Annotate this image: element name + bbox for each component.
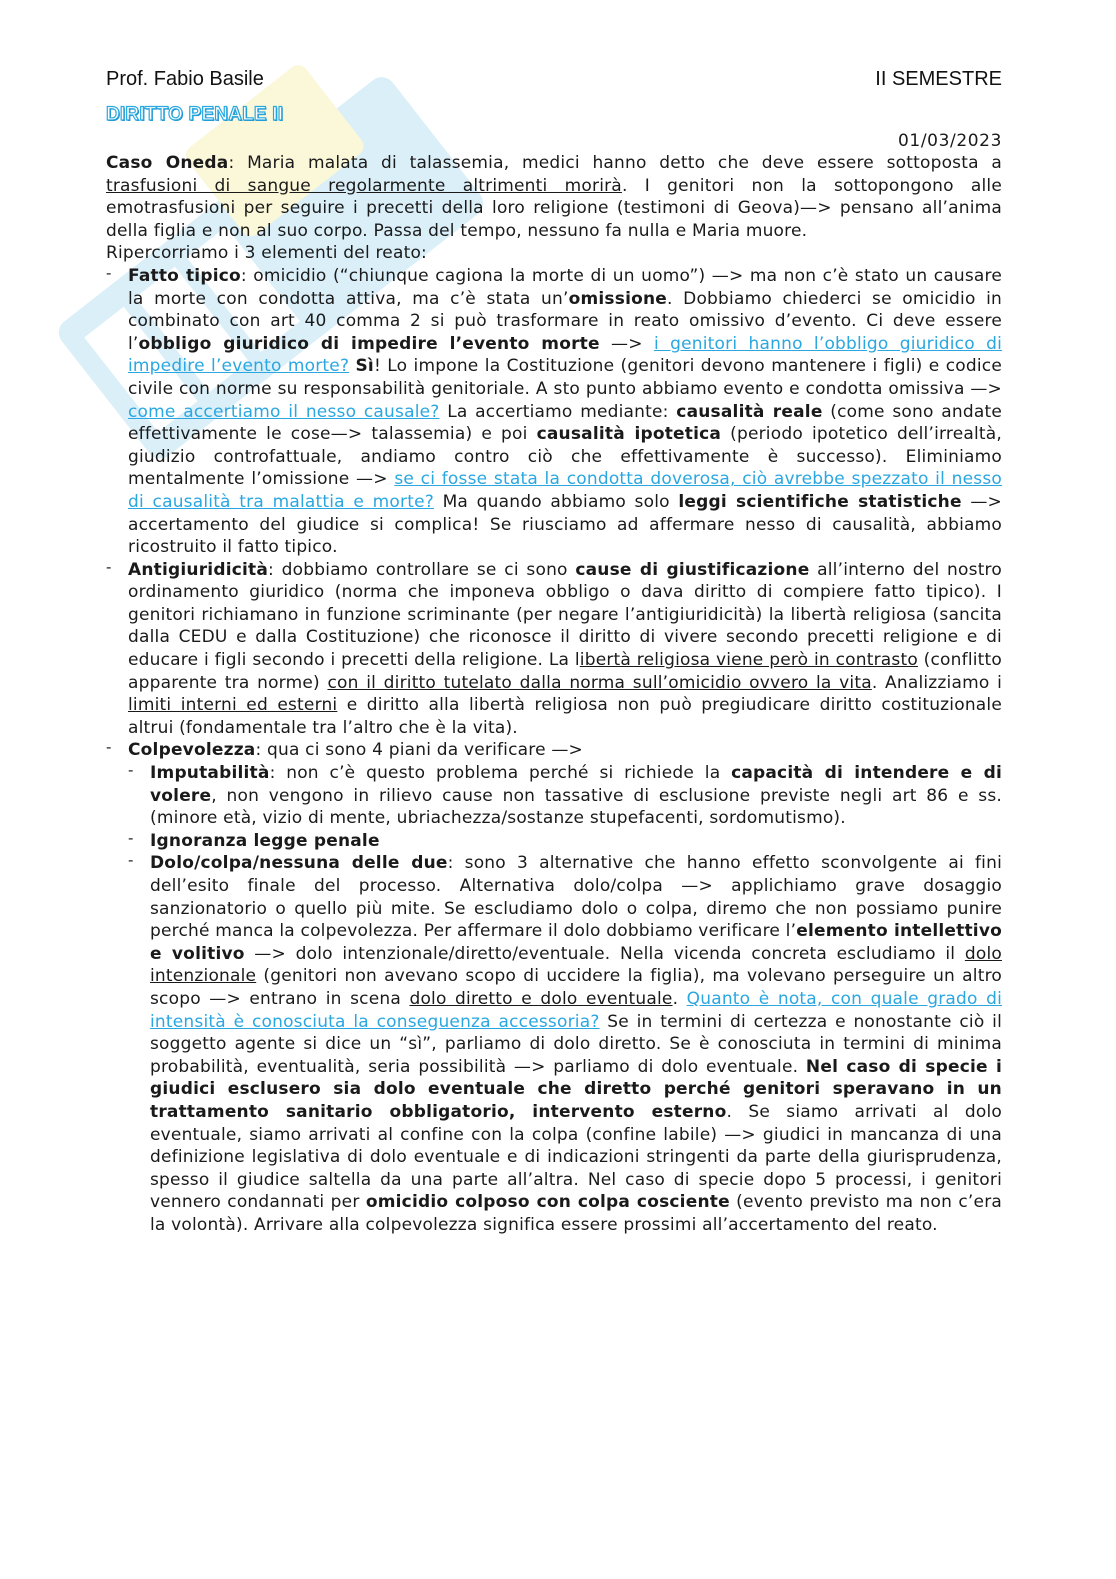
list-item-imputabilita: - Imputabilità: non c’è questo problema perché si richiede la capacità di intendere e di volere, non vengono in rilievo cause non tassative di esclusione previste negli art 86 e ss. (minore età, vizio di mente, ubriachezza/sostanze stupefacenti, sordomutismo). bbox=[150, 762, 1002, 830]
list-item-fatto-tipico: - Fatto tipico: omicidio (“chiunque cagiona la morte di un uomo”) —> ma non c’è stato un causare la morte con condotta attiva, ma c’è stata un’omissione. Dobbiamo chiederci se omicidio in combinato con art 40 comma 2 si può trasformare in reato omissivo d’evento. Ci deve essere l’obbligo giuridico di impedire l’evento morte —> i genitori hanno l’obbligo giuridico di impedire l’evento morte? Sì! Lo impone la Costituzione (genitori devono mantenere i figli) e codice civile con norme su responsabilità genitoriale. A sto punto abbiamo evento e condotta omissiva —> come accertiamo il nesso causale? La accertiamo mediante: causalità reale (come sono andate effettivamente le cose—> talassemia) e poi causalità ipotetica (periodo ipotetico dell’irrealtà, giudizio controfattuale, andiamo contro ciò che effettivamente è successo). Eliminiamo mentalmente l’omissione —> se ci fosse stata la condotta doverosa, ciò avrebbe spezzato il nesso di causalità tra malattia e morte? Ma quando abbiamo solo leggi scientifiche statistiche —> accertamento del giudice si complica! Se riusciamo ad affermare nesso di causalità, abbiamo ricostruito il fatto tipico. bbox=[128, 265, 1002, 559]
question-link[interactable]: se ci fosse stata la condotta doverosa, ciò avrebbe spezzato il nesso di causalità tra malattia e morte? bbox=[128, 469, 1002, 512]
intro-paragraph: Caso Oneda: Maria malata di talassemia, medici hanno detto che deve essere sottoposta a trasfusioni di sangue regolarmente altrimenti morirà. I genitori non la sottopongono alle emotrasfusioni per seguire i precetti della loro religione (testimoni di Geova)—> pensano all’anima della figlia e non al suo corpo. Passa del tempo, nessuno fa nulla e Maria muore. bbox=[106, 153, 1003, 241]
colpevolezza-sublist bbox=[128, 762, 1002, 1236]
list-item-ignoranza: - Ignoranza legge penale bbox=[150, 830, 1002, 853]
crime-elements-list bbox=[106, 265, 1002, 1237]
professor-name: Prof. Fabio Basile bbox=[106, 68, 264, 90]
list-item-antigiuridicita: - Antigiuridicità: dobbiamo controllare se ci sono cause di giustificazione all’interno del nostro ordinamento giuridico (norma che imponeva obbligo o dava diritto di compiere fatto tipico). I genitori richiamano in funzione scriminante (per negare l’antigiuridicità) la libertà religiosa (sancita dalla CEDU e dalla Costituzione) che riconosce il diritto di vivere secondo precetti religione e di educare i figli secondo i precetti della religione. La libertà religiosa viene però in contrasto (conflitto apparente tra norme) con il diritto tutelato dalla norma sull’omicidio ovvero la vita. Analizziamo i limiti interni ed esterni e diritto alla libertà religiosa non può pregiudicare diritto costituzionale altrui (fondamentale tra l’altro che è la vita). bbox=[128, 559, 1002, 740]
question-link[interactable]: come accertiamo il nesso causale? bbox=[128, 401, 440, 422]
list-item-colpevolezza: - Colpevolezza: qua ci sono 4 piani da verificare —> - Imputabilità: non c’è questo problema perché si richiede la capacità di intendere e di volere, non vengono in rilievo cause non tassative di esclusione previste negli art 86 e ss. (minore età, vizio di mente, ubriachezza/sostanze stupefacenti, sordomutismo). - Ignoranza legge penale - Dolo/colpa/nessuna delle due: sono 3 alternative che hanno effetto sconvolgente ai fini dell’esito finale del processo. Alternativa dolo/colpa —> applichiamo grave dosaggio sanzionatorio o quello più mite. Se escludiamo dolo o colpa, diremo che non possiamo punire perché manca la colpevolezza. Per affermare il dolo dobbiamo verificare l’elemento intellettivo e volitivo —> dolo intenzionale/diretto/eventuale. Nella vicenda concreta escludiamo il dolo intenzionale (genitori non avevano scopo di uccidere la figlia), ma volevano perseguire un altro scopo —> entrano in scena dolo diretto e dolo eventuale. Quanto è nota, con quale grado di intensità è conosciuta la conseguenza accessoria? Se in termini di certezza e nonostante ciò il soggetto agente si dice un “sì”, parliamo di dolo diretto. Se è conosciuta in termini di minima probabilità, eventualità, seria possibilità —> parliamo di dolo eventuale. Nel caso di specie i giudici esclusero sia dolo eventuale che diretto perché genitori speravano in un trattamento sanitario obbligatorio, intervento esterno. Se siamo arrivati al dolo eventuale, siamo arrivati al confine con la colpa (confine labile) —> giudici in mancanza di una definizione legislativa di dolo eventuale e di indicazioni stringenti da parte della giurisprudenza, spesso il giudice saltella da una parte all’altra. Nel caso di specie dopo 5 processi, i genitori vennero condannati per omicidio colposo con colpa cosciente (evento previsto ma non c’era la volontà). Arrivare alla colpevolezza significa essere prossimi all’accertamento del reato. bbox=[128, 739, 1002, 1236]
lecture-date: 01/03/2023 bbox=[898, 131, 1002, 151]
course-title: DIRITTO PENALE II bbox=[106, 104, 284, 125]
notes-body bbox=[106, 152, 1002, 1237]
case-title: Caso Oneda bbox=[106, 153, 229, 173]
elements-intro: Ripercorriamo i 3 elementi del reato: bbox=[106, 243, 427, 264]
semester-label: II SEMESTRE bbox=[875, 68, 1002, 90]
list-item-dolo-colpa: - Dolo/colpa/nessuna delle due: sono 3 alternative che hanno effetto sconvolgente ai fini dell’esito finale del processo. Alternativa dolo/colpa —> applichiamo grave dosaggio sanzionatorio o quello più mite. Se escludiamo dolo o colpa, diremo che non possiamo punire perché manca la colpevolezza. Per affermare il dolo dobbiamo verificare l’elemento intellettivo e volitivo —> dolo intenzionale/diretto/eventuale. Nella vicenda concreta escludiamo il dolo intenzionale (genitori non avevano scopo di uccidere la figlia), ma volevano perseguire un altro scopo —> entrano in scena dolo diretto e dolo eventuale. Quanto è nota, con quale grado di intensità è conosciuta la conseguenza accessoria? Se in termini di certezza e nonostante ciò il soggetto agente si dice un “sì”, parliamo di dolo diretto. Se è conosciuta in termini di minima probabilità, eventualità, seria possibilità —> parliamo di dolo eventuale. Nel caso di specie i giudici esclusero sia dolo eventuale che diretto perché genitori speravano in un trattamento sanitario obbligatorio, intervento esterno. Se siamo arrivati al dolo eventuale, siamo arrivati al confine con la colpa (confine labile) —> giudici in mancanza di una definizione legislativa di dolo eventuale e di indicazioni stringenti da parte della giurisprudenza, spesso il giudice saltella da una parte all’altra. Nel caso di specie dopo 5 processi, i genitori vennero condannati per omicidio colposo con colpa cosciente (evento previsto ma non c’era la volontà). Arrivare alla colpevolezza significa essere prossimi all’accertamento del reato. bbox=[150, 852, 1002, 1236]
question-link[interactable]: Quanto è nota, con quale grado di intensità è conosciuta la conseguenza accessoria? bbox=[150, 988, 1003, 1032]
question-link[interactable]: i genitori hanno l’obbligo giuridico di impedire l’evento morte? bbox=[128, 333, 1002, 377]
